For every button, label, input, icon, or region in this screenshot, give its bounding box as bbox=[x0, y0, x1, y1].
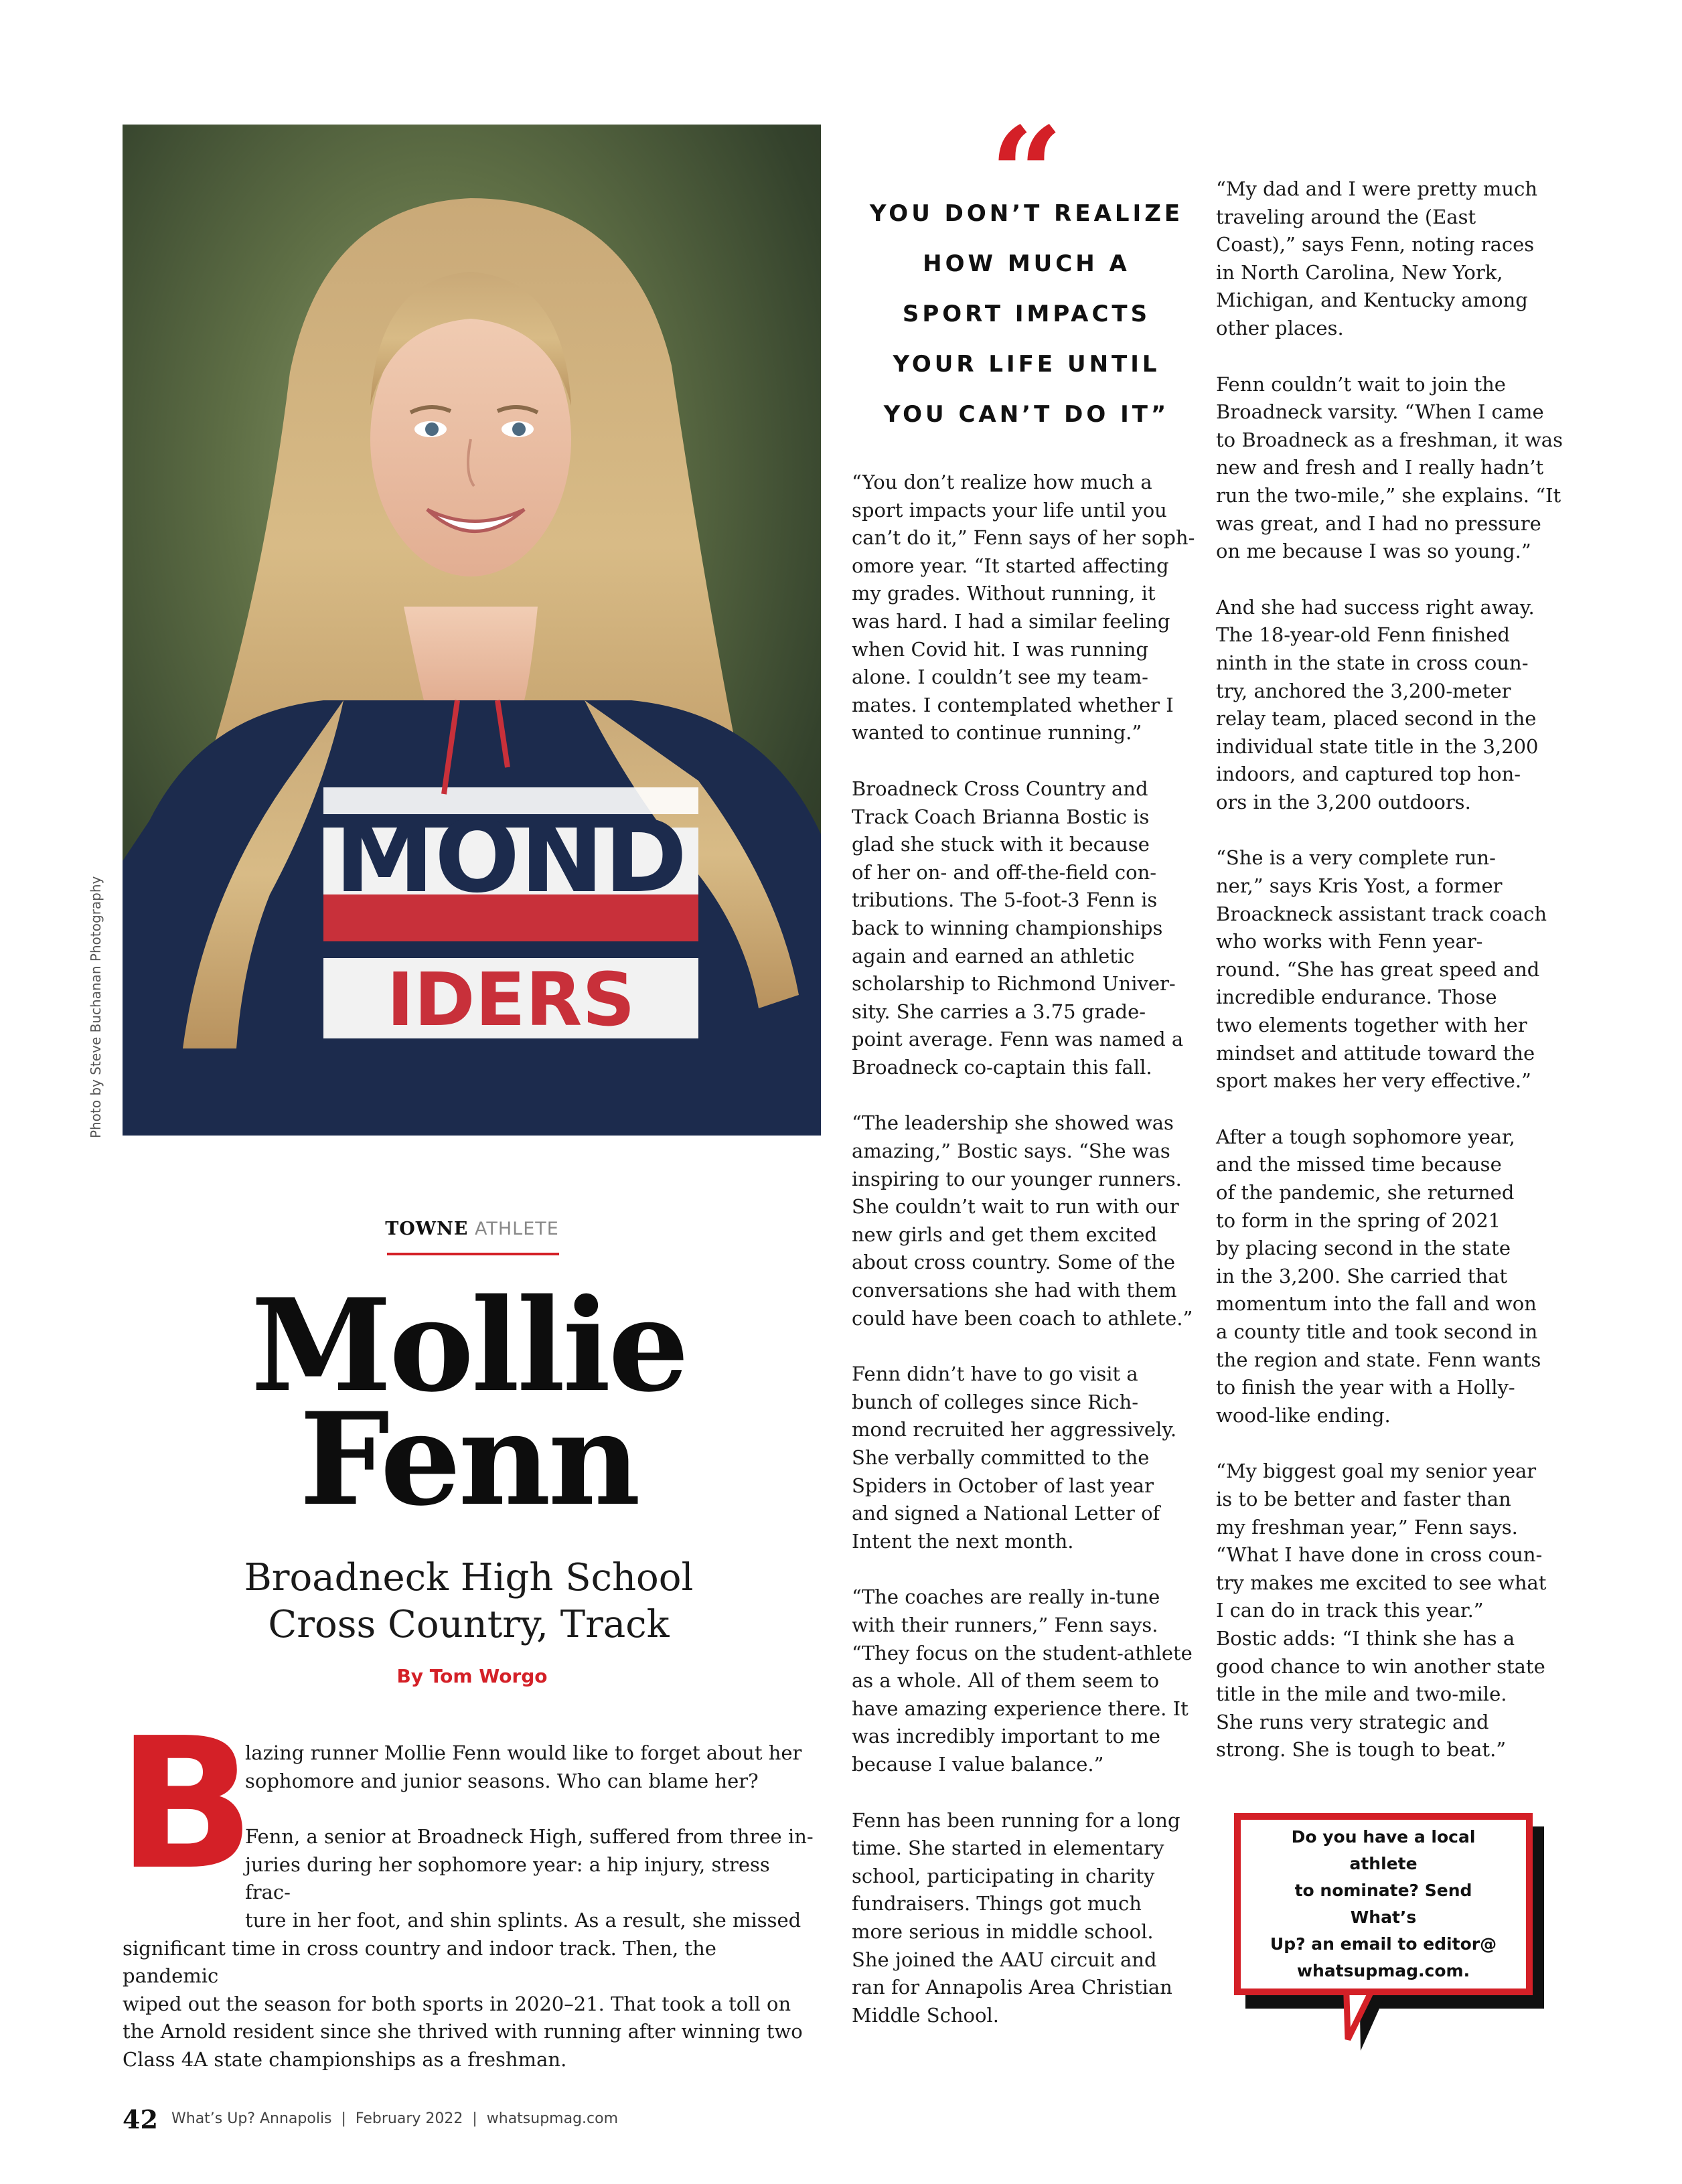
paragraph: “She is a very complete run- ner,” says Kris Yost, a former Broackneck assistant track coach who works with Fenn year- round. “She has great speed and incredible endurance. Those two elements together with her mindset and attitude toward the sport makes her very effective.” bbox=[1216, 846, 1547, 1093]
section-label-light: ATHLETE bbox=[474, 1219, 559, 1239]
section-rule bbox=[387, 1253, 559, 1255]
drop-cap: B bbox=[117, 1699, 255, 1909]
paragraph: Broadneck Cross Country and Track Coach Brianna Bostic is glad she stuck with it because of her on- and off-the-field con- tributions. The 5-foot-3 Fenn is back to winning championships again and earned an athletic scholarship to Richmond Univer- sity. She carries a 3.75 grade- point average. Fenn was named a Broadneck co-captain this fall. bbox=[852, 777, 1184, 1079]
paragraph: And she had success right away. The 18-year-old Fenn finished ninth in the state in cross coun- try, anchored the 3,200-meter relay team, placed second in the individual state title in the 3,200 indoors, and captured top hon- ors in the 3,200 outdoors. bbox=[1216, 595, 1539, 813]
photo-credit: Photo by Steve Buchanan Photography bbox=[88, 876, 104, 1138]
paragraph: “My biggest goal my senior year is to be better and faster than my freshman year,” Fenn says. “What I have done in cross coun- try makes me excited to see what I can do in track this year.” Bostic adds: “I think she has a good chance to win another state title in the mile and two-mile. She runs very strategic and strong. She is tough to beat.” bbox=[1216, 1460, 1547, 1762]
school-sports: Broadneck High School Cross Country, Track bbox=[244, 1556, 694, 1646]
portrait-illustration bbox=[123, 125, 821, 1136]
article-column-middle bbox=[852, 469, 1200, 2057]
paragraph: Fenn couldn’t wait to join the Broadneck varsity. “When I came to Broadneck as a freshman, it was new and fresh and I really hadn’t run the two-mile,” she explains. “It was great, and I had no pressure on me because I was so young.” bbox=[1216, 372, 1563, 563]
byline: By Tom Worgo bbox=[396, 1665, 548, 1687]
section-label bbox=[288, 1219, 656, 1239]
paragraph: “My dad and I were pretty much traveling around the (East Coast),” says Fenn, noting races in North Carolina, New York, Michigan, and Kentucky among other places. bbox=[1216, 177, 1538, 339]
pull-quote: YOU DON’T REALIZE HOW MUCH A SPORT IMPACTS YOUR LIFE UNTIL YOU CAN’T DO IT” bbox=[869, 200, 1184, 428]
footer-publication: What’s Up? Annapolis | February 2022 | whatsupmag.com bbox=[171, 2110, 619, 2127]
paragraph: Fenn, a senior at Broadneck High, suffered from three in- juries during her sophomore year: a hip injury, stress frac- ture in her foot, and shin splints. As a result, she missed bbox=[245, 1825, 814, 1932]
page-number: 42 bbox=[123, 2104, 158, 2134]
paragraph: Fenn has been running for a long time. She started in elementary school, participating in charity fundraisers. Things got much more serious in middle school. She joined the AAU circuit and ran for Annapolis Area Christian Middle School. bbox=[852, 1808, 1180, 2027]
paragraph: lazing runner Mollie Fenn would like to forget about her sophomore and junior seasons. Who can blame her? bbox=[245, 1741, 802, 1792]
paragraph: “The coaches are really in-tune with their runners,” Fenn says. “They focus on the student-athlete as a whole. All of them seem to have amazing experience there. It was incredibly important to me because I value balance.” bbox=[852, 1585, 1193, 1776]
article-column-right bbox=[1216, 175, 1564, 1792]
quote-mark: “ bbox=[990, 99, 1063, 248]
paragraph: “You don’t realize how much a sport impacts your life until you can’t do it,” Fenn says of her soph- omore year. “It started affecting my grades. Without running, it was hard. I had a similar feeling when Covid hit. I was running alone. I couldn’t see my team- mates. I contemplated whether I wanted to continue running.” bbox=[852, 471, 1195, 745]
paragraph: Fenn didn’t have to go visit a bunch of colleges since Rich- mond recruited her aggressively. She verbally committed to the Spiders in October of last year and signed a National Letter of Intent the next month. bbox=[852, 1362, 1177, 1553]
athlete-name bbox=[167, 1271, 770, 1534]
first-name: Mollie bbox=[250, 1271, 687, 1420]
paragraph: After a tough sophomore year, and the missed time because of the pandemic, she returned to form in the spring of 2021 by placing second in the state in the 3,200. She carried that momentum into the fall and won a county title and took second in the region and state. Fenn wants to finish the year with a Holly- wood-like ending. bbox=[1216, 1125, 1541, 1427]
shirt-text-bottom: IDERS bbox=[386, 957, 635, 1042]
shirt-text-top: MOND bbox=[334, 799, 688, 915]
nominate-callout bbox=[1234, 1813, 1533, 1995]
last-name: Fenn bbox=[299, 1385, 638, 1534]
athlete-photo bbox=[123, 125, 821, 1136]
paragraph: “The leadership she showed was amazing,” Bostic says. “She was inspiring to our younger runners. She couldn’t wait to run with our new girls and get them excited about cross country. Some of the conversations she had with them could have been coach to athlete.” bbox=[852, 1111, 1193, 1330]
paragraph-continued: significant time in cross country and indoor track. Then, the pandemic wiped out the season for both sports in 2020–21. That took a toll on the Arnold resident since she thrived with running after winning two Class 4A state championships as a freshman. bbox=[123, 1936, 803, 2071]
section-label-bold: TOWNE bbox=[385, 1219, 469, 1239]
callout-text: Do you have a local athlete to nominate? Send What’s Up? an email to editor@ whatsupmag.com. bbox=[1270, 1827, 1497, 1980]
article-column-left bbox=[123, 1739, 816, 2102]
